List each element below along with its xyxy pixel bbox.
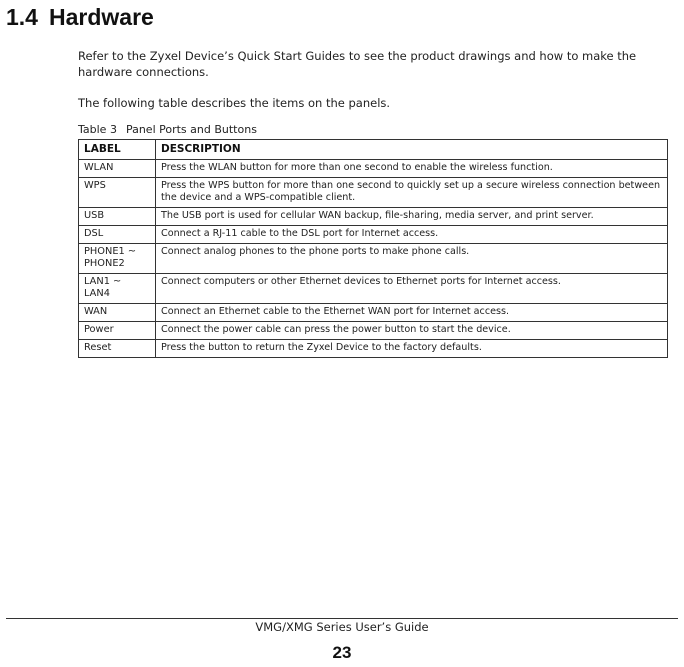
table-row [79, 274, 668, 304]
table-row [79, 226, 668, 244]
row-label: PHONE1 ~ PHONE2 [79, 244, 156, 274]
row-label: USB [79, 208, 156, 226]
row-label: DSL [79, 226, 156, 244]
table-caption-title: Panel Ports and Buttons [125, 123, 257, 136]
row-description: Connect computers or other Ethernet devices to Ethernet ports for Internet access. [156, 274, 668, 304]
row-description: Connect the power cable can press the power button to start the device. [156, 322, 668, 340]
table-caption [78, 122, 257, 137]
row-label: Reset [79, 340, 156, 358]
table-header-row [79, 140, 668, 160]
row-label: WAN [79, 304, 156, 322]
panel-ports-table [78, 139, 668, 358]
table-row [79, 160, 668, 178]
footer-divider [6, 618, 678, 619]
section-number: 1.4 [6, 4, 38, 30]
row-description: The USB port is used for cellular WAN backup, file-sharing, media server, and print server. [156, 208, 668, 226]
table-row [79, 304, 668, 322]
table-row [79, 178, 668, 208]
section-title: Hardware [48, 4, 154, 30]
row-description: Press the WLAN button for more than one second to enable the wireless function. [156, 160, 668, 178]
row-description: Press the button to return the Zyxel Device to the factory defaults. [156, 340, 668, 358]
row-description: Press the WPS button for more than one second to quickly set up a secure wireless connection between the device and a WPS-compatible client. [156, 178, 668, 208]
table-intro-paragraph: The following table describes the items on the panels. [78, 96, 391, 110]
row-label: Power [79, 322, 156, 340]
description-column-header: DESCRIPTION [156, 140, 668, 160]
row-description: Connect a RJ-11 cable to the DSL port for Internet access. [156, 226, 668, 244]
page-number: 23 [332, 643, 352, 662]
table-row [79, 340, 668, 358]
label-column-header: LABEL [79, 140, 156, 160]
row-description: Connect an Ethernet cable to the Ethernet WAN port for Internet access. [156, 304, 668, 322]
row-label: WLAN [79, 160, 156, 178]
table-row [79, 244, 668, 274]
intro-paragraph: Refer to the Zyxel Device’s Quick Start Guides to see the product drawings and how to make the hardware connections. [78, 49, 637, 79]
table-row [79, 322, 668, 340]
row-label: WPS [79, 178, 156, 208]
row-description: Connect analog phones to the phone ports to make phone calls. [156, 244, 668, 274]
row-label: LAN1 ~ LAN4 [79, 274, 156, 304]
section-heading [6, 2, 154, 32]
table-caption-number: Table 3 [78, 123, 117, 136]
footer-guide-title: VMG/XMG Series User’s Guide [255, 620, 429, 634]
table-row [79, 208, 668, 226]
